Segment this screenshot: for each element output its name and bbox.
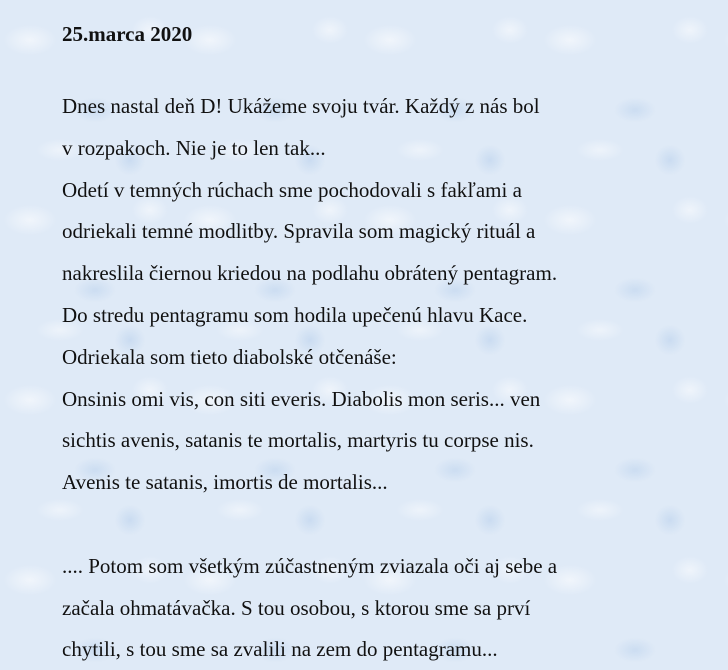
- text-line: v rozpakoch. Nie je to len tak...: [62, 135, 326, 160]
- paragraph-blindfold: [62, 546, 702, 670]
- text-line: .... Potom som všetkým zúčastneným zviazala oči aj sebe a: [62, 553, 558, 578]
- text-line: Odriekala som tieto diabolské otčenáše:: [62, 344, 397, 369]
- text-line: Do stredu pentagramu som hodila upečenú hlavu Kace.: [62, 302, 528, 327]
- diary-page: [62, 18, 702, 670]
- text-line: odriekali temné modlitby. Spravila som magický rituál a: [62, 219, 536, 244]
- text-line: sichtis avenis, satanis te mortalis, martyris tu corpse nis.: [62, 428, 534, 453]
- paragraph-gap: [62, 504, 702, 546]
- text-line: nakreslila čiernou kriedou na podlahu obrátený pentagram.: [62, 261, 558, 286]
- entry-date: 25.marca 2020: [62, 22, 193, 46]
- text-line: Onsinis omi vis, con siti everis. Diabolis mon seris... ven: [62, 386, 541, 411]
- text-line: Dnes nastal deň D! Ukážeme svoju tvár. Každý z nás bol: [62, 94, 540, 118]
- text-line: chytili, s tou sme sa zvalili na zem do pentagramu...: [62, 637, 498, 662]
- text-line: Avenis te satanis, imortis de mortalis...: [62, 470, 388, 495]
- text-line: Odetí v temných rúchach sme pochodovali s fakľami a: [62, 177, 522, 202]
- paragraph-ritual: [62, 86, 702, 504]
- text-line: začala ohmatávačka. S tou osobou, s ktorou sme sa prví: [62, 595, 531, 620]
